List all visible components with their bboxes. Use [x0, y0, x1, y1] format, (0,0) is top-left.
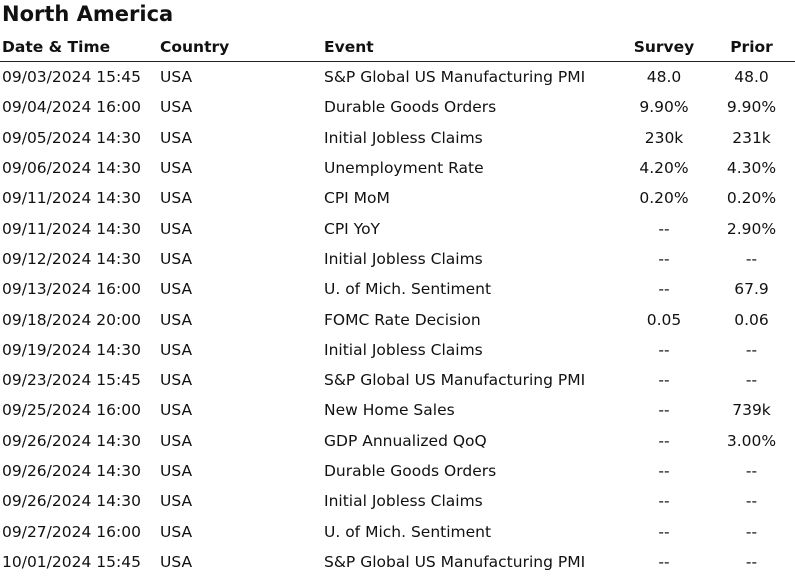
cell-event: Unemployment Rate: [324, 153, 620, 183]
cell-survey: --: [620, 516, 708, 546]
cell-survey: 0.20%: [620, 183, 708, 213]
cell-survey: 0.05: [620, 304, 708, 334]
cell-prior: 0.06: [708, 304, 795, 334]
table-row: [0, 123, 795, 153]
cell-prior: --: [708, 365, 795, 395]
cell-survey: --: [620, 456, 708, 486]
cell-prior: --: [708, 486, 795, 516]
cell-prior: 0.20%: [708, 183, 795, 213]
cell-survey: --: [620, 335, 708, 365]
cell-prior: 231k: [708, 123, 795, 153]
cell-event: Initial Jobless Claims: [324, 335, 620, 365]
header-prior: Prior: [708, 32, 795, 62]
cell-country: USA: [160, 426, 324, 456]
cell-prior: 9.90%: [708, 92, 795, 122]
cell-datetime: 09/06/2024 14:30: [0, 153, 160, 183]
table-row: [0, 92, 795, 122]
cell-prior: 3.00%: [708, 426, 795, 456]
table-row: [0, 516, 795, 546]
cell-prior: --: [708, 244, 795, 274]
cell-prior: 2.90%: [708, 213, 795, 243]
cell-event: S&P Global US Manufacturing PMI: [324, 547, 620, 577]
cell-country: USA: [160, 365, 324, 395]
cell-datetime: 09/11/2024 14:30: [0, 183, 160, 213]
cell-datetime: 09/26/2024 14:30: [0, 486, 160, 516]
cell-event: CPI YoY: [324, 213, 620, 243]
cell-event: CPI MoM: [324, 183, 620, 213]
cell-datetime: 09/04/2024 16:00: [0, 92, 160, 122]
cell-event: FOMC Rate Decision: [324, 304, 620, 334]
cell-country: USA: [160, 123, 324, 153]
cell-event: Initial Jobless Claims: [324, 123, 620, 153]
cell-datetime: 09/11/2024 14:30: [0, 213, 160, 243]
cell-datetime: 09/25/2024 16:00: [0, 395, 160, 425]
header-country: Country: [160, 32, 324, 62]
table-row: [0, 183, 795, 213]
header-datetime: Date & Time: [0, 32, 160, 62]
cell-datetime: 09/27/2024 16:00: [0, 516, 160, 546]
cell-event: Durable Goods Orders: [324, 456, 620, 486]
cell-survey: 4.20%: [620, 153, 708, 183]
region-title: North America: [2, 0, 173, 28]
cell-survey: 9.90%: [620, 92, 708, 122]
table-row: [0, 486, 795, 516]
table-row: [0, 426, 795, 456]
table-row: [0, 395, 795, 425]
economic-calendar-table: [0, 32, 795, 577]
cell-country: USA: [160, 456, 324, 486]
cell-prior: 48.0: [708, 62, 795, 93]
cell-country: USA: [160, 274, 324, 304]
cell-event: S&P Global US Manufacturing PMI: [324, 62, 620, 93]
cell-country: USA: [160, 213, 324, 243]
cell-prior: --: [708, 516, 795, 546]
cell-datetime: 09/03/2024 15:45: [0, 62, 160, 93]
table-row: [0, 213, 795, 243]
cell-event: GDP Annualized QoQ: [324, 426, 620, 456]
cell-prior: 67.9: [708, 274, 795, 304]
cell-event: S&P Global US Manufacturing PMI: [324, 365, 620, 395]
cell-datetime: 09/05/2024 14:30: [0, 123, 160, 153]
table-row: [0, 335, 795, 365]
cell-country: USA: [160, 335, 324, 365]
cell-datetime: 09/13/2024 16:00: [0, 274, 160, 304]
cell-country: USA: [160, 62, 324, 93]
table-row: [0, 244, 795, 274]
cell-prior: 739k: [708, 395, 795, 425]
cell-country: USA: [160, 486, 324, 516]
cell-survey: --: [620, 213, 708, 243]
table-row: [0, 456, 795, 486]
cell-country: USA: [160, 516, 324, 546]
cell-datetime: 09/19/2024 14:30: [0, 335, 160, 365]
cell-survey: --: [620, 547, 708, 577]
cell-event: Durable Goods Orders: [324, 92, 620, 122]
cell-survey: --: [620, 426, 708, 456]
table-header-row: [0, 32, 795, 62]
table-row: [0, 365, 795, 395]
cell-survey: --: [620, 244, 708, 274]
cell-datetime: 09/12/2024 14:30: [0, 244, 160, 274]
cell-survey: 48.0: [620, 62, 708, 93]
cell-survey: --: [620, 395, 708, 425]
cell-event: U. of Mich. Sentiment: [324, 516, 620, 546]
cell-event: New Home Sales: [324, 395, 620, 425]
cell-prior: 4.30%: [708, 153, 795, 183]
cell-datetime: 10/01/2024 15:45: [0, 547, 160, 577]
cell-country: USA: [160, 183, 324, 213]
cell-datetime: 09/26/2024 14:30: [0, 456, 160, 486]
cell-datetime: 09/26/2024 14:30: [0, 426, 160, 456]
table-row: [0, 304, 795, 334]
cell-country: USA: [160, 153, 324, 183]
table-row: [0, 62, 795, 93]
cell-event: U. of Mich. Sentiment: [324, 274, 620, 304]
table-row: [0, 274, 795, 304]
cell-survey: --: [620, 365, 708, 395]
cell-event: Initial Jobless Claims: [324, 244, 620, 274]
cell-prior: --: [708, 335, 795, 365]
cell-event: Initial Jobless Claims: [324, 486, 620, 516]
cell-country: USA: [160, 304, 324, 334]
cell-prior: --: [708, 456, 795, 486]
table-row: [0, 153, 795, 183]
cell-country: USA: [160, 395, 324, 425]
cell-prior: --: [708, 547, 795, 577]
cell-country: USA: [160, 92, 324, 122]
header-event: Event: [324, 32, 620, 62]
table-row: [0, 547, 795, 577]
cell-datetime: 09/18/2024 20:00: [0, 304, 160, 334]
cell-survey: --: [620, 486, 708, 516]
table-body: [0, 62, 795, 577]
cell-country: USA: [160, 244, 324, 274]
cell-country: USA: [160, 547, 324, 577]
header-survey: Survey: [620, 32, 708, 62]
cell-datetime: 09/23/2024 15:45: [0, 365, 160, 395]
cell-survey: 230k: [620, 123, 708, 153]
cell-survey: --: [620, 274, 708, 304]
